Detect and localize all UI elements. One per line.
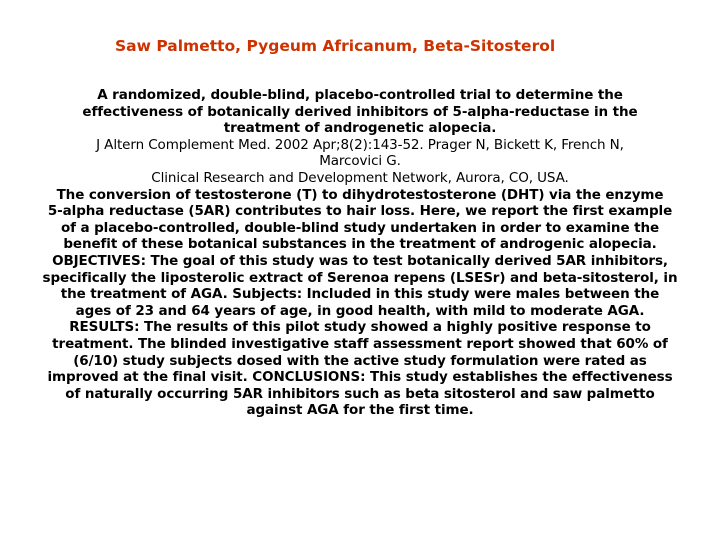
results-text-1: The results of this pilot study showed a highly positive response to — [139, 319, 651, 336]
article-title-line-2: effectiveness of botanically derived inhibitors of 5-alpha-reductase in the — [82, 103, 638, 120]
results-line-1 — [4, 319, 716, 336]
article-title-line-3: treatment of androgenetic alopecia. — [223, 120, 497, 137]
intro-line-2: 5-alpha reductase (5AR) contributes to hair loss. Here, we report the first example — [47, 203, 673, 220]
citation-line-3: Clinical Research and Development Network, Aurora, CO, USA. — [151, 169, 569, 186]
intro-line-3: of a placebo-controlled, double-blind study undertaken in order to examine the — [60, 219, 660, 236]
results-line-4 — [4, 369, 716, 386]
results-line-3: (6/10) study subjects dosed with the active study formulation were rated as — [73, 352, 647, 369]
results-text-4: improved at the final visit. — [47, 369, 253, 386]
slide-title: Saw Palmetto, Pygeum Africanum, Beta-Sitosterol — [115, 37, 556, 55]
results-label: RESULTS: — [69, 319, 140, 336]
conclusions-line-3: against AGA for the first time. — [246, 402, 474, 419]
conclusions-text-1: This study establishes the effectiveness — [365, 369, 673, 386]
objectives-line-3: the treatment of AGA. Subjects: Included in this study were males between the — [60, 286, 660, 303]
objectives-line-2: specifically the liposterolic extract of Serenoa repens (LSESr) and beta-sitosterol, in — [42, 269, 678, 286]
objectives-label: OBJECTIVES: — [52, 252, 146, 269]
citation-line-1: J Altern Complement Med. 2002 Apr;8(2):143-52. Prager N, Bickett K, French N, — [96, 136, 624, 153]
results-line-2: treatment. The blinded investigative staff assessment report showed that 60% of — [52, 335, 668, 352]
objectives-line-4: ages of 23 and 64 years of age, in good health, with mild to moderate AGA. — [75, 302, 645, 319]
conclusions-label: CONCLUSIONS: — [252, 369, 366, 386]
objectives-line-1 — [4, 253, 716, 270]
intro-line-4: benefit of these botanical substances in the treatment of androgenic alopecia. — [63, 236, 657, 253]
article-title-line-1: A randomized, double-blind, placebo-controlled trial to determine the — [97, 87, 623, 103]
intro-line-1: The conversion of testosterone (T) to dihydrotestosterone (DHT) via the enzyme — [56, 186, 664, 203]
objectives-text-1: The goal of this study was to test botanically derived 5AR inhibitors, — [145, 252, 668, 269]
citation-line-2: Marcovici G. — [319, 153, 401, 170]
conclusions-line-2: of naturally occurring 5AR inhibitors such as beta sitosterol and saw palmetto — [65, 385, 655, 402]
abstract-body — [4, 87, 716, 419]
